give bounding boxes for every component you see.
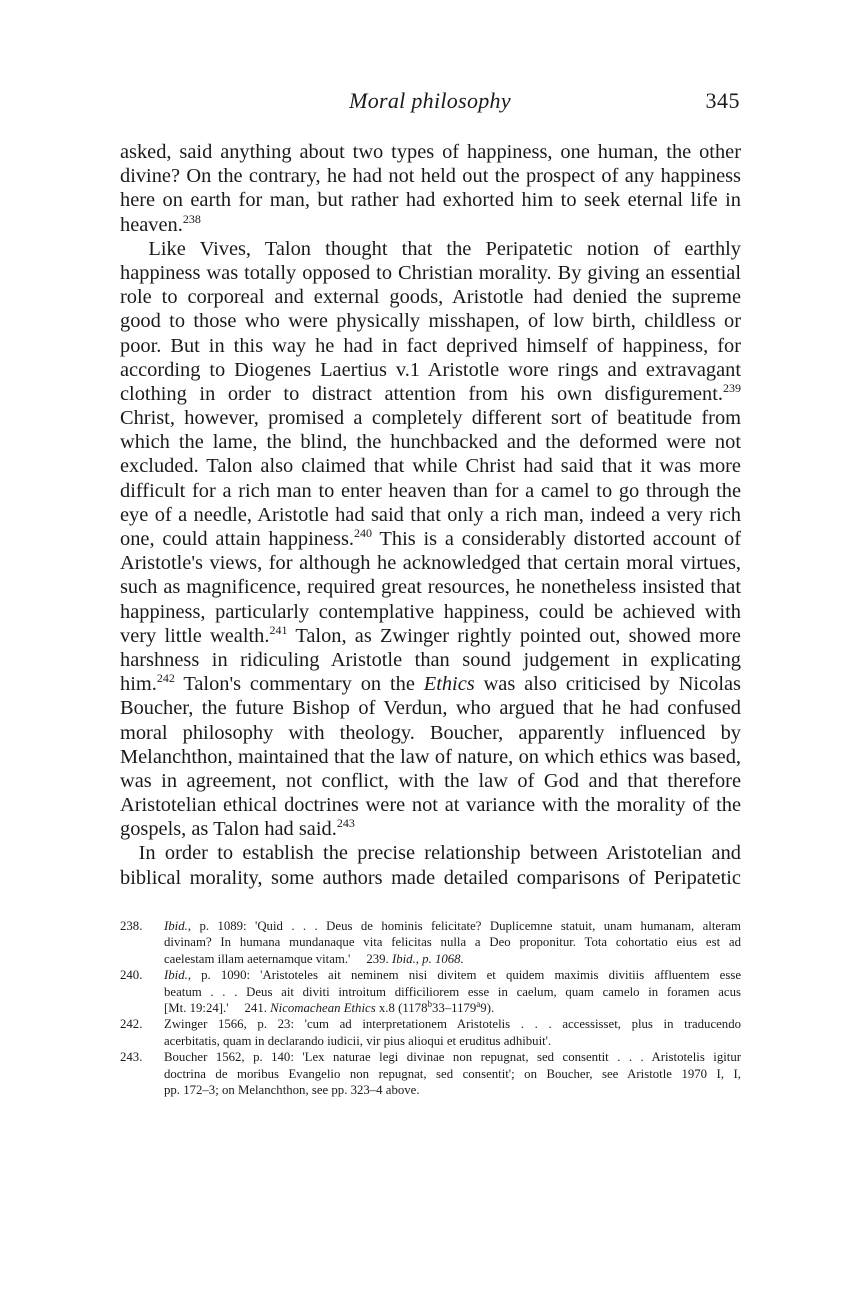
text-line	[120, 624, 741, 648]
text-fragment: one, could attain happiness.	[120, 528, 355, 550]
text-line: which the lame, the blind, the hunchbacked and the deformed were not	[120, 431, 741, 454]
text-line: happiness, particularly contemplative happiness, could be achieved with	[120, 600, 741, 623]
text-line: Aristotle's views, for although he acknowledged that certain moral virtues,	[120, 552, 741, 575]
footnote-ref: 239	[723, 380, 741, 395]
footnote-text: Ibid., p. 1068.	[391, 951, 464, 966]
text-line: role to corporeal and external goods, Aristotle had denied the supreme	[120, 286, 741, 309]
footnote-line: Boucher 1562, p. 140: 'Lex naturae legi divinae non repugnat, sed consentit . . . Aristotelis igitur	[164, 1050, 741, 1065]
footnote-line: doctrina de moribus Evangelio non repugnat, sed consentit'; on Boucher, see Aristotle 1970 I, I,	[164, 1066, 741, 1081]
text-line: poor. But in this way he had in fact deprived himself of happiness, for	[120, 334, 741, 357]
text-fragment: was also criticised by Nicolas	[474, 673, 741, 696]
footnote-line	[164, 951, 741, 967]
running-head-title: Moral philosophy	[349, 88, 511, 113]
text-line: according to Diogenes Laertius v.1 Aristotle wore rings and extravagant	[120, 358, 741, 381]
footnote-line: divinam? In humana mundanaque vita felicitas nulla a Deo proponitur. Tota cohortatio eius est ad	[164, 935, 741, 950]
footnote-ref: 242	[156, 671, 175, 686]
text-line: difficult for a rich man to enter heaven than for a camel to go through the	[120, 479, 741, 502]
text-line	[120, 237, 741, 261]
main-text	[120, 140, 741, 890]
footnote-line: acerbitatis, quam in declarando iudicii, vir pius alioqui et eruditus adhibuit'.	[164, 1033, 552, 1048]
text-fragment: very little wealth.	[120, 624, 270, 647]
running-head	[120, 88, 740, 118]
text-line	[120, 817, 741, 841]
text-line: biblical morality, some authors made detailed comparisons of Peripatetic	[120, 866, 741, 889]
text-line: Aristotelian ethical doctrines were not at variance with the morality of the	[120, 794, 741, 817]
text-line	[120, 382, 741, 406]
footnote-line: pp. 172–3; on Melanchthon, see pp. 323–4 above.	[164, 1082, 420, 1097]
text-line: here on earth for man, but rather had exhorted him to seek eternal life in	[120, 189, 741, 212]
footnote-ref: 238	[182, 211, 201, 226]
text-fragment: This is a considerably distorted account of	[372, 528, 741, 550]
footnote-number: 240.	[120, 968, 143, 983]
footnote-text: 9).	[480, 1000, 495, 1015]
text-fragment: Talon's commentary on the	[174, 673, 424, 696]
footnote-text: [Mt. 19:24].'	[164, 1000, 229, 1015]
footnotes	[120, 918, 741, 1098]
text-fragment: heaven.	[120, 213, 183, 236]
text-line	[120, 672, 741, 696]
footnote-text: b	[427, 998, 432, 1009]
italic-title: Ethics	[423, 673, 475, 696]
text-fragment: gospels, as Talon had said.	[120, 818, 337, 841]
footnote	[120, 1016, 741, 1049]
text-fragment: clothing in order to distract attention from his own disfigurement.	[120, 382, 723, 405]
footnote-line	[164, 1000, 741, 1016]
text-line: moral philosophy with theology. Boucher, apparently influenced by	[120, 721, 741, 744]
ibid-abbrev: Ibid.	[164, 968, 188, 983]
ibid-abbrev: Ibid.	[164, 919, 188, 933]
footnote-text: 33–1179	[431, 1000, 477, 1015]
footnote-line: Zwinger 1566, p. 23: 'cum ad interpretationem Aristotelis . . . accessisset, plus in traducendo	[164, 1017, 741, 1032]
footnote	[120, 918, 741, 967]
text-line: excluded. Talon also claimed that while Christ had said that it was more	[120, 455, 741, 478]
footnote-number: 241.	[244, 1000, 267, 1015]
footnote-number: 242.	[120, 1017, 143, 1032]
text-line: good to those who were physically misshapen, of low birth, childless or	[120, 310, 741, 333]
footnote-text: Nicomachean Ethics	[270, 1000, 376, 1015]
footnote-text: Ibid., p. 1089: 'Quid . . . Deus de hominis felicitate? Duplicemne statuit, unam humanam, alteram	[164, 919, 741, 933]
footnote-text: x.8 (1178	[378, 1000, 428, 1015]
text-fragment: In order to establish the precise relationship between Aristotelian and	[138, 842, 741, 865]
text-line: was in agreement, not conflict, with the law of God and that therefore	[120, 769, 741, 792]
footnote-text: caelestam illam aeternamque vitam.'	[164, 951, 351, 966]
footnote-ref: 240	[354, 526, 373, 540]
text-fragment: Like Vives, Talon thought that the Peripatetic notion of earthly	[148, 237, 742, 260]
text-line: divine? On the contrary, he had not held out the prospect of any happiness	[120, 165, 741, 188]
text-fragment: Talon, as Zwinger rightly pointed out, showed more	[287, 624, 741, 647]
footnote-ref: 243	[336, 816, 355, 831]
footnote-number: 239.	[366, 951, 389, 966]
footnote-number: 243.	[120, 1050, 143, 1065]
footnote	[120, 967, 741, 1016]
footnote-line: Ibid., p. 1090: 'Aristoteles ait neminem nisi divitem et quidem maximis divitiis affluentem esse	[164, 968, 741, 983]
text-line: asked, said anything about two types of happiness, one human, the other	[120, 141, 741, 163]
text-line: eye of a needle, Aristotle had said that only a rich man, indeed a very rich	[120, 503, 741, 526]
text-fragment: him.	[120, 673, 157, 696]
text-line: happiness was totally opposed to Christian morality. By giving an essential	[120, 261, 741, 284]
text-line: such as magnificence, required great resources, he nonetheless insisted that	[120, 576, 741, 599]
text-line: Boucher, the future Bishop of Verdun, who argued that he had confused	[120, 697, 741, 720]
text-line	[120, 841, 741, 865]
footnote-ref: 241	[269, 622, 288, 637]
footnote-text: a	[476, 998, 481, 1009]
text-line: harshness in ridiculing Aristotle than sound judgement in explicating	[120, 648, 741, 671]
text-line	[120, 527, 741, 551]
text-line	[120, 213, 741, 237]
text-line: Melanchthon, maintained that the law of nature, on which ethics was based,	[120, 745, 741, 768]
text-line: Christ, however, promised a completely different sort of beatitude from	[120, 407, 741, 430]
page-number: 345	[705, 88, 740, 113]
footnote-number: 238.	[120, 919, 143, 933]
footnote	[120, 1049, 741, 1098]
footnote-line: beatum . . . Deus ait diviti introitum difficiliorem esse in caelum, quam camelo in foramen acus	[164, 984, 741, 999]
footnote-line	[164, 918, 741, 934]
